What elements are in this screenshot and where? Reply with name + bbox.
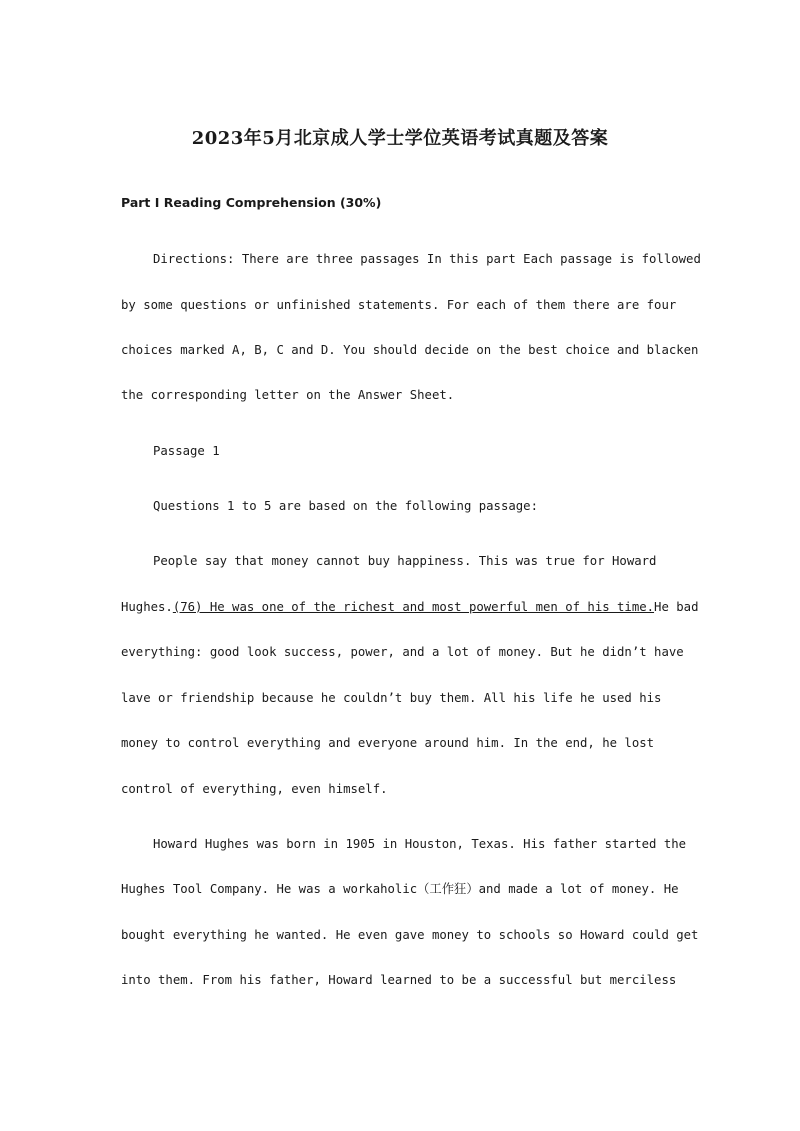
questions-intro: Questions 1 to 5 are based on the following passage: (153, 499, 538, 513)
paragraph-line (121, 599, 698, 615)
paragraph-line: money to control everything and everyone around him. In the end, he lost (121, 736, 655, 750)
paragraph-line: Hughes Tool Company. He was a workaholic（工作狂）and made a lot of money. He (121, 882, 679, 896)
paragraph-line: everything: good look success, power, and a lot of money. But he didn’t have (121, 645, 684, 659)
section-heading: Part I Reading Comprehension (30%) (121, 195, 382, 210)
paragraph-line: People say that money cannot buy happiness. This was true for Howard (153, 554, 657, 568)
document-title: 2023年5月北京成人学士学位英语考试真题及答案 (191, 128, 609, 149)
underlined-sentence: (76) He was one of the richest and most powerful men of his time. (172, 600, 655, 614)
directions-line: the corresponding letter on the Answer Sheet. (121, 388, 455, 402)
directions-line: Directions: There are three passages In this part Each passage is followed (153, 252, 701, 266)
paragraph-line: into them. From his father, Howard learned to be a successful but merciless (121, 973, 677, 987)
directions-line: by some questions or unfinished statements. For each of them there are four (121, 298, 677, 312)
directions-line: choices marked A, B, C and D. You should decide on the best choice and blacken (121, 343, 699, 357)
paragraph-text: He bad (654, 600, 699, 614)
passage-label: Passage 1 (153, 444, 220, 458)
paragraph-line: control of everything, even himself. (121, 782, 388, 796)
paragraph-line: bought everything he wanted. He even gave money to schools so Howard could get (121, 928, 699, 942)
paragraph-line: Howard Hughes was born in 1905 in Houston, Texas. His father started the (153, 837, 687, 851)
paragraph-text: Hughes. (121, 600, 173, 614)
paragraph-line: lave or friendship because he couldn’t buy them. All his life he used his (121, 691, 662, 705)
